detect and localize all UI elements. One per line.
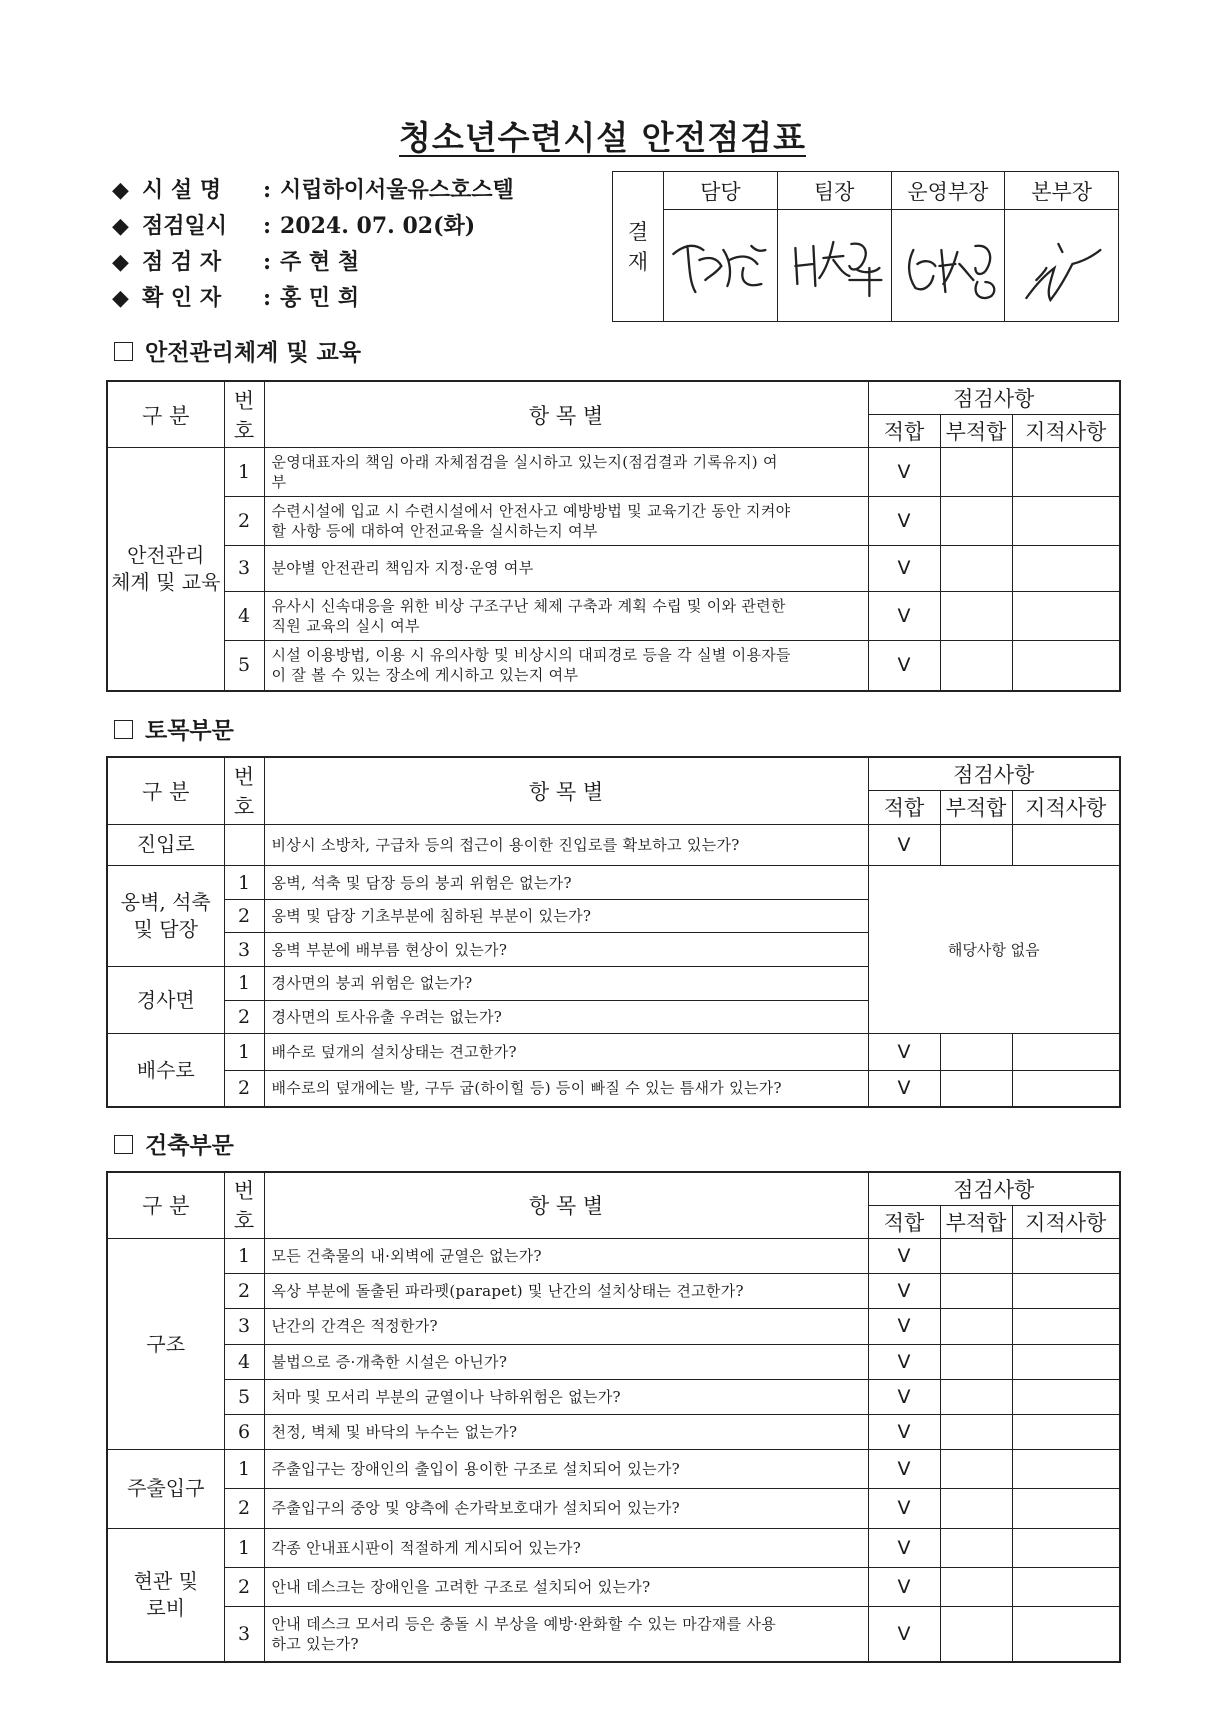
table-row: 구조 1 모든 건축물의 내·외벽에 균열은 없는가? V	[107, 1238, 1120, 1273]
table-row: 주출입구 1 주출입구는 장애인의 출입이 용이한 구조로 설치되어 있는가? V	[107, 1450, 1120, 1489]
result-fail-cell[interactable]	[940, 824, 1012, 866]
result-note-cell[interactable]	[1012, 1070, 1120, 1107]
diamond-bullet-icon: ◆	[112, 285, 129, 311]
result-pass-cell[interactable]: V	[868, 1528, 940, 1567]
info-row-inspector: ◆ 점 검 자 : 주 현 철	[112, 244, 514, 280]
result-note-cell[interactable]	[1012, 545, 1120, 592]
result-fail-cell[interactable]	[940, 1274, 1012, 1309]
result-pass-cell[interactable]: V	[868, 1379, 940, 1414]
diamond-bullet-icon: ◆	[112, 213, 129, 239]
signature-director	[1005, 210, 1119, 322]
result-fail-cell[interactable]	[940, 640, 1012, 691]
info-row-date: ◆ 점검일시 : 2024. 07. 02(화)	[112, 208, 514, 244]
header-category: 구 분	[107, 757, 224, 824]
result-pass-cell[interactable]: V	[868, 824, 940, 866]
header-fail: 부적합	[940, 1205, 1012, 1238]
result-fail-cell[interactable]	[940, 545, 1012, 592]
table-row: 옹벽, 석축 및 담장 1 옹벽, 석축 및 담장 등의 붕괴 위험은 없는가? 해당사항 없음	[107, 866, 1120, 900]
table-row: 3 안내 데스크 모서리 등은 충돌 시 부상을 예방·완화할 수 있는 마감재를 사용 하고 있는가? V	[107, 1607, 1120, 1662]
header-number: 번 호	[224, 381, 264, 448]
header-pass: 적합	[868, 1205, 940, 1238]
result-fail-cell[interactable]	[940, 448, 1012, 497]
signature-icon	[892, 210, 1005, 321]
table-row: 2 옹벽 및 담장 기초부분에 침하된 부분이 있는가?	[107, 899, 1120, 933]
result-pass-cell[interactable]: V	[868, 1274, 940, 1309]
result-note-cell[interactable]	[1012, 496, 1120, 545]
result-fail-cell[interactable]	[940, 1489, 1012, 1528]
header-item: 항 목 별	[264, 757, 868, 824]
result-pass-cell[interactable]: V	[868, 1607, 940, 1662]
result-note-cell[interactable]	[1012, 1607, 1120, 1662]
result-note-cell[interactable]	[1012, 1034, 1120, 1071]
category-cell: 구조	[107, 1238, 224, 1449]
table-row: 5 시설 이용방법, 이용 시 유의사항 및 비상시의 대피경로 등을 각 실별 이용자들 이 잘 볼 수 있는 장소에 게시하고 있는지 여부 V	[107, 640, 1120, 691]
header-item: 항 목 별	[264, 1172, 868, 1238]
result-note-cell[interactable]	[1012, 1238, 1120, 1273]
confirmer-name: 홍 민 희	[280, 285, 360, 311]
result-pass-cell[interactable]: V	[868, 496, 940, 545]
checkbox-square-icon	[114, 1135, 133, 1154]
header-note: 지적사항	[1012, 791, 1120, 825]
table-row: 3 난간의 간격은 적정한가? V	[107, 1309, 1120, 1344]
checkbox-square-icon	[114, 720, 133, 739]
header-note: 지적사항	[1012, 414, 1120, 447]
result-note-cell[interactable]	[1012, 448, 1120, 497]
result-note-cell[interactable]	[1012, 1414, 1120, 1449]
checkbox-square-icon	[114, 342, 133, 361]
result-note-cell[interactable]	[1012, 1450, 1120, 1489]
result-note-cell[interactable]	[1012, 1567, 1120, 1606]
table-row: 4 유사시 신속대응을 위한 비상 구조구난 체제 구축과 계획 수립 및 이와 관련한 직원 교육의 실시 여부 V	[107, 592, 1120, 641]
not-applicable-cell: 해당사항 없음	[868, 866, 1120, 1034]
header-fail: 부적합	[940, 791, 1012, 825]
category-cell: 배수로	[107, 1034, 224, 1107]
result-pass-cell[interactable]: V	[868, 545, 940, 592]
result-pass-cell[interactable]: V	[868, 640, 940, 691]
result-pass-cell[interactable]: V	[868, 1567, 940, 1606]
category-cell: 주출입구	[107, 1450, 224, 1528]
diamond-bullet-icon: ◆	[112, 249, 129, 275]
result-fail-cell[interactable]	[940, 1238, 1012, 1273]
approval-side-label: 결 재	[613, 172, 664, 322]
result-fail-cell[interactable]	[940, 1034, 1012, 1071]
table-row: 2 안내 데스크는 장애인을 고려한 구조로 설치되어 있는가? V	[107, 1567, 1120, 1606]
result-pass-cell[interactable]: V	[868, 1414, 940, 1449]
header-check: 점검사항	[868, 1172, 1120, 1205]
facility-name: 시립하이서울유스호스텔	[280, 177, 514, 203]
result-fail-cell[interactable]	[940, 1450, 1012, 1489]
approval-role-staff: 담당	[664, 172, 778, 210]
header-category: 구 분	[107, 1172, 224, 1238]
result-pass-cell[interactable]: V	[868, 1070, 940, 1107]
header-pass: 적합	[868, 414, 940, 447]
result-fail-cell[interactable]	[940, 1309, 1012, 1344]
section-heading-safety-management: 안전관리체계 및 교육	[114, 334, 361, 367]
table-row: 2 수련시설에 입교 시 수련시설에서 안전사고 예방방법 및 교육기간 동안 지켜야 할 사항 등에 대하여 안전교육을 실시하는지 여부 V	[107, 496, 1120, 545]
table-row: 안전관리 체계 및 교육 1 운영대표자의 책임 아래 자체점검을 실시하고 있는지(점검결과 기록유지) 여 부 V	[107, 448, 1120, 497]
result-fail-cell[interactable]	[940, 592, 1012, 641]
diamond-bullet-icon: ◆	[112, 177, 129, 203]
result-fail-cell[interactable]	[940, 1070, 1012, 1107]
approval-role-director: 본부장	[1005, 172, 1119, 210]
info-row-confirmer: ◆ 확 인 자 : 홍 민 희	[112, 280, 514, 316]
approval-table	[612, 171, 1119, 322]
category-cell: 옹벽, 석축 및 담장	[107, 866, 224, 967]
result-note-cell[interactable]	[1012, 592, 1120, 641]
header-number: 번 호	[224, 757, 264, 824]
table-row: 3 옹벽 부분에 배부름 현상이 있는가?	[107, 933, 1120, 967]
architecture-table	[106, 1171, 1121, 1663]
result-fail-cell[interactable]	[940, 1567, 1012, 1606]
facility-info	[112, 172, 514, 316]
category-cell: 경사면	[107, 967, 224, 1034]
result-pass-cell[interactable]: V	[868, 1309, 940, 1344]
section-heading-civil: 토목부문	[114, 712, 234, 745]
table-row: 경사면 1 경사면의 붕괴 위험은 없는가?	[107, 967, 1120, 1001]
document-title: 청소년수련시설 안전점검표	[398, 118, 807, 157]
header-number: 번 호	[224, 1172, 264, 1238]
result-fail-cell[interactable]	[940, 1528, 1012, 1567]
result-fail-cell[interactable]	[940, 1379, 1012, 1414]
signature-icon	[778, 210, 891, 321]
header-fail: 부적합	[940, 414, 1012, 447]
result-pass-cell[interactable]: V	[868, 592, 940, 641]
table-row: 현관 및 로비 1 각종 안내표시판이 적절하게 게시되어 있는가? V	[107, 1528, 1120, 1567]
signature-ops-manager	[891, 210, 1005, 322]
category-cell: 진입로	[107, 824, 224, 866]
signature-team-lead	[777, 210, 891, 322]
safety-management-table	[106, 380, 1121, 692]
result-note-cell[interactable]	[1012, 824, 1120, 866]
header-category: 구 분	[107, 381, 224, 448]
result-note-cell[interactable]	[1012, 1489, 1120, 1528]
table-row: 6 천정, 벽체 및 바닥의 누수는 없는가? V	[107, 1414, 1120, 1449]
table-row: 3 분야별 안전관리 책임자 지정·운영 여부 V	[107, 545, 1120, 592]
category-cell: 안전관리 체계 및 교육	[107, 448, 224, 691]
header-note: 지적사항	[1012, 1205, 1120, 1238]
result-pass-cell[interactable]: V	[868, 1344, 940, 1379]
inspection-date: 2024. 07. 02(화)	[280, 213, 476, 239]
approval-role-team-lead: 팀장	[777, 172, 891, 210]
header-pass: 적합	[868, 791, 940, 825]
approval-role-ops-manager: 운영부장	[891, 172, 1005, 210]
result-note-cell[interactable]	[1012, 1344, 1120, 1379]
category-cell: 현관 및 로비	[107, 1528, 224, 1662]
result-note-cell[interactable]	[1012, 1379, 1120, 1414]
table-row: 2 배수로의 덮개에는 발, 구두 굽(하이힐 등) 등이 빠질 수 있는 틈새가 있는가? V	[107, 1070, 1120, 1107]
table-row: 2 옥상 부분에 돌출된 파라펫(parapet) 및 난간의 설치상태는 견고한가? V	[107, 1274, 1120, 1309]
civil-table	[106, 756, 1121, 1108]
header-check: 점검사항	[868, 381, 1120, 414]
table-row: 2 경사면의 토사유출 우려는 없는가?	[107, 1000, 1120, 1034]
result-note-cell[interactable]	[1012, 1528, 1120, 1567]
table-row: 진입로 비상시 소방차, 구급차 등의 접근이 용이한 진입로를 확보하고 있는가? V	[107, 824, 1120, 866]
table-row: 4 불법으로 증·개축한 시설은 아닌가? V	[107, 1344, 1120, 1379]
result-pass-cell[interactable]: V	[868, 1034, 940, 1071]
result-pass-cell[interactable]: V	[868, 1238, 940, 1273]
inspector-name: 주 현 철	[280, 249, 360, 275]
result-note-cell[interactable]	[1012, 1309, 1120, 1344]
result-note-cell[interactable]	[1012, 1274, 1120, 1309]
table-row: 5 처마 및 모서리 부분의 균열이나 낙하위험은 없는가? V	[107, 1379, 1120, 1414]
result-fail-cell[interactable]	[940, 1607, 1012, 1662]
table-row: 2 주출입구의 중앙 및 양측에 손가락보호대가 설치되어 있는가? V	[107, 1489, 1120, 1528]
signature-icon	[1005, 210, 1118, 321]
header-check: 점검사항	[868, 757, 1120, 791]
result-note-cell[interactable]	[1012, 640, 1120, 691]
section-heading-architecture: 건축부문	[114, 1127, 234, 1160]
table-row: 배수로 1 배수로 덮개의 설치상태는 견고한가? V	[107, 1034, 1120, 1071]
signature-staff	[664, 210, 778, 322]
header-item: 항 목 별	[264, 381, 868, 448]
result-pass-cell[interactable]: V	[868, 1489, 940, 1528]
result-fail-cell[interactable]	[940, 1344, 1012, 1379]
result-fail-cell[interactable]	[940, 496, 1012, 545]
result-pass-cell[interactable]: V	[868, 1450, 940, 1489]
signature-icon	[664, 210, 777, 321]
result-pass-cell[interactable]: V	[868, 448, 940, 497]
result-fail-cell[interactable]	[940, 1414, 1012, 1449]
info-row-facility: ◆ 시 설 명 : 시립하이서울유스호스텔	[112, 172, 514, 208]
